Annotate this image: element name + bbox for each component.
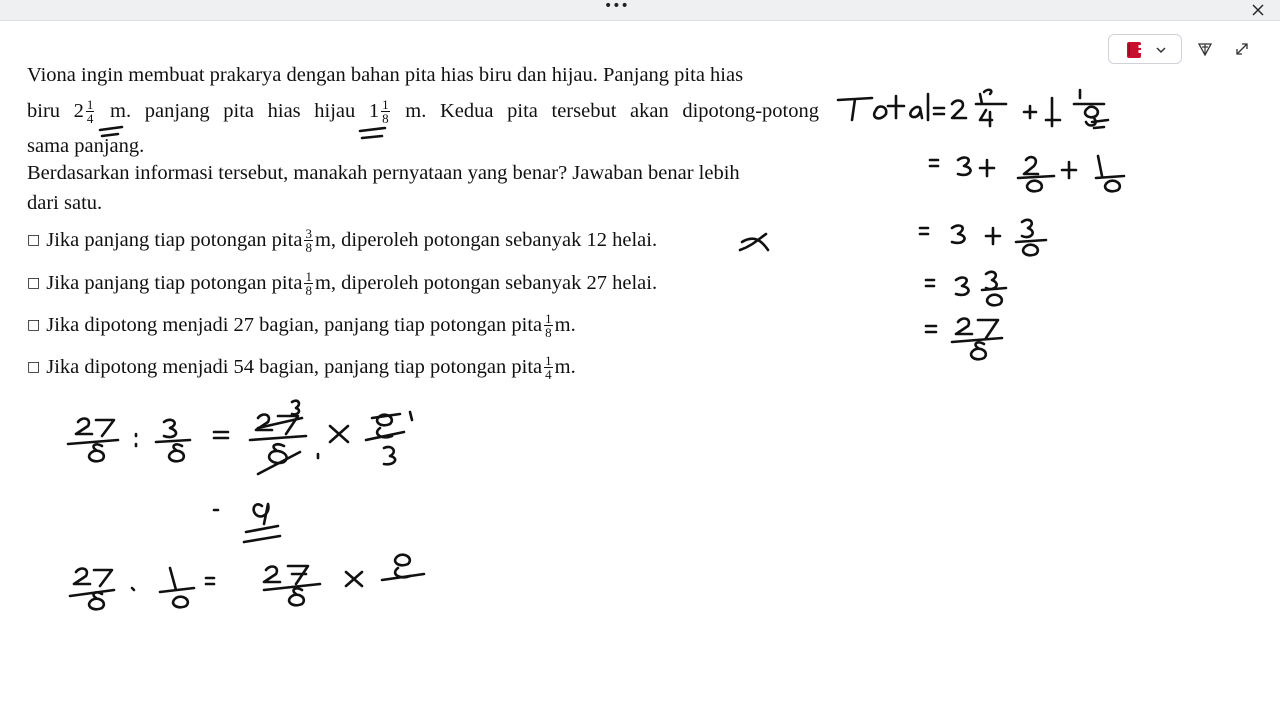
green-length-text: m. panjang pita hias hijau 1 — [110, 100, 380, 122]
close-icon[interactable] — [1250, 2, 1266, 18]
option-4[interactable]: □ Jika dipotong menjadi 54 bagian, panjang tiap potongan pita $\frac{1}{4}$ m. — [27, 353, 576, 382]
option-1[interactable]: □ Jika panjang tiap potongan pita $\frac{3}{8}$ m, diperoleh potongan sebanyak 12 helai. — [27, 226, 658, 255]
checkbox-1[interactable]: □ — [27, 232, 41, 249]
option-2-fraction: $\frac{1}{8}$ — [305, 269, 312, 298]
option-1-fraction: $\frac{3}{8}$ — [305, 226, 312, 255]
question-line-3: sama panjang. — [27, 135, 145, 157]
option-3-fraction: $\frac{1}{8}$ — [545, 311, 552, 340]
checkbox-3[interactable]: □ — [27, 317, 41, 334]
question-line-5: dari satu. — [27, 192, 103, 214]
blue-length-fraction: $\frac{1}{4}$ — [86, 96, 94, 126]
pen-icon[interactable] — [1197, 41, 1213, 57]
option-2[interactable]: □ Jika panjang tiap potongan pita $\frac{1}{8}$ m, diperoleh potongan sebanyak 27 helai. — [27, 269, 658, 298]
question-line-1: Viona ingin membuat prakarya dengan bahan pita hias biru dan hijau. Panjang pita hias — [27, 64, 744, 86]
option-3[interactable]: □ Jika dipotong menjadi 27 bagian, panjang tiap potongan pita $\frac{1}{8}$ m. — [27, 311, 576, 340]
more-options-button[interactable]: ••• — [604, 0, 629, 14]
green-length-fraction: $\frac{1}{8}$ — [382, 96, 389, 126]
title-bar — [0, 0, 1280, 21]
notebook-icon — [1125, 41, 1143, 59]
option-4-fraction: $\frac{1}{4}$ — [545, 353, 552, 382]
expand-icon[interactable] — [1234, 41, 1250, 57]
checkbox-4[interactable]: □ — [27, 359, 41, 376]
checkbox-2[interactable]: □ — [27, 275, 41, 292]
chevron-down-icon — [1155, 44, 1167, 56]
notebook-dropdown-button[interactable] — [1108, 34, 1182, 64]
question-line-2-end: m. Kedua pita tersebut akan dipotong-potong — [405, 100, 820, 122]
blue-length-whole: biru 2 — [27, 100, 84, 122]
question-line-2 — [27, 94, 819, 128]
question-line-4: Berdasarkan informasi tersebut, manakah pernyataan yang benar? Jawaban benar lebih — [27, 162, 740, 184]
question-text — [27, 58, 819, 218]
